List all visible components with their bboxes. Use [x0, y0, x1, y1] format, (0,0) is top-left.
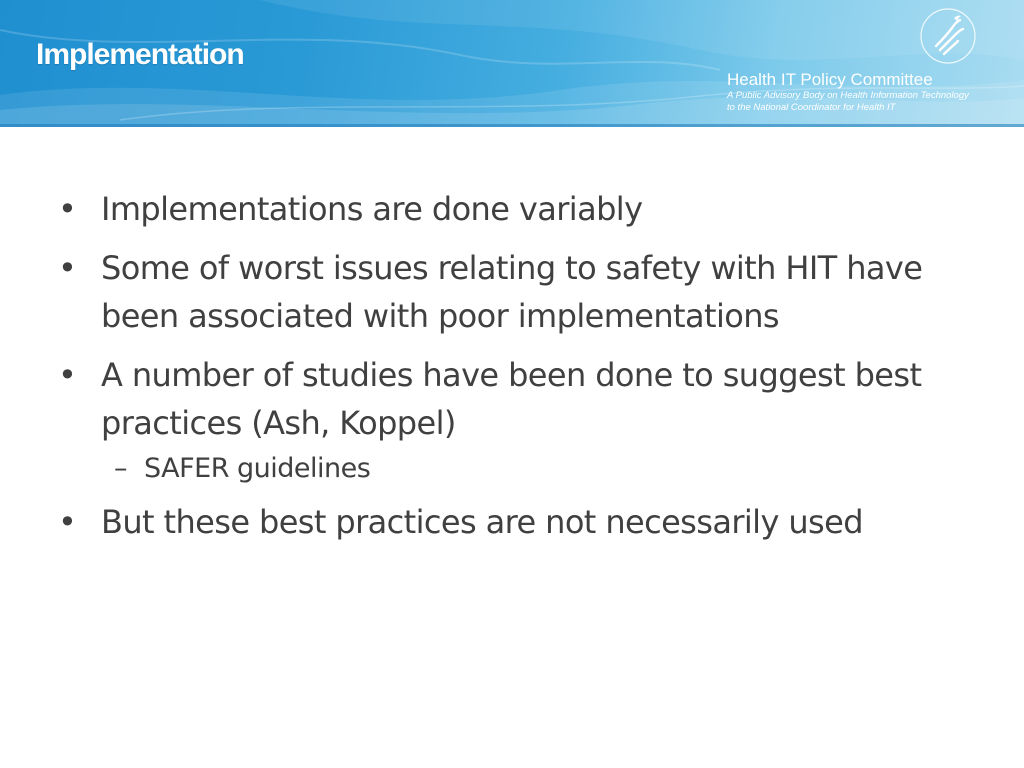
org-branding — [727, 70, 1017, 114]
bullet-glyph: • — [58, 190, 77, 228]
bullet-text: Some of worst issues relating to safety with HIT have been associated with poor implementations — [101, 249, 923, 335]
bullet-list — [58, 185, 928, 557]
org-name: Health IT Policy Committee — [727, 70, 933, 89]
bullet-text: A number of studies have been done to suggest best practices (Ash, Koppel) — [101, 356, 922, 442]
slide-title: Implementation — [36, 38, 244, 71]
bullet-glyph: • — [58, 503, 77, 541]
org-subtitle-line-2: to the National Coordinator for Health IT — [727, 102, 896, 113]
bullet-item — [58, 351, 928, 447]
sub-bullet-text: SAFER guidelines — [144, 453, 371, 484]
header-banner — [0, 0, 1024, 127]
banner-divider — [0, 124, 1024, 127]
org-subtitle-line-1: A Public Advisory Body on Health Information Technology — [727, 90, 969, 101]
sub-bullet-item — [58, 450, 928, 488]
bullet-glyph: • — [58, 356, 77, 394]
bullet-item — [58, 185, 928, 233]
sub-bullet-glyph: – — [114, 453, 127, 484]
bullet-item — [58, 498, 928, 546]
hhs-eagle-icon — [918, 6, 978, 66]
bullet-text: But these best practices are not necessarily used — [101, 503, 863, 541]
bullet-text: Implementations are done variably — [101, 190, 643, 228]
bullet-item — [58, 244, 928, 340]
bullet-glyph: • — [58, 249, 77, 287]
